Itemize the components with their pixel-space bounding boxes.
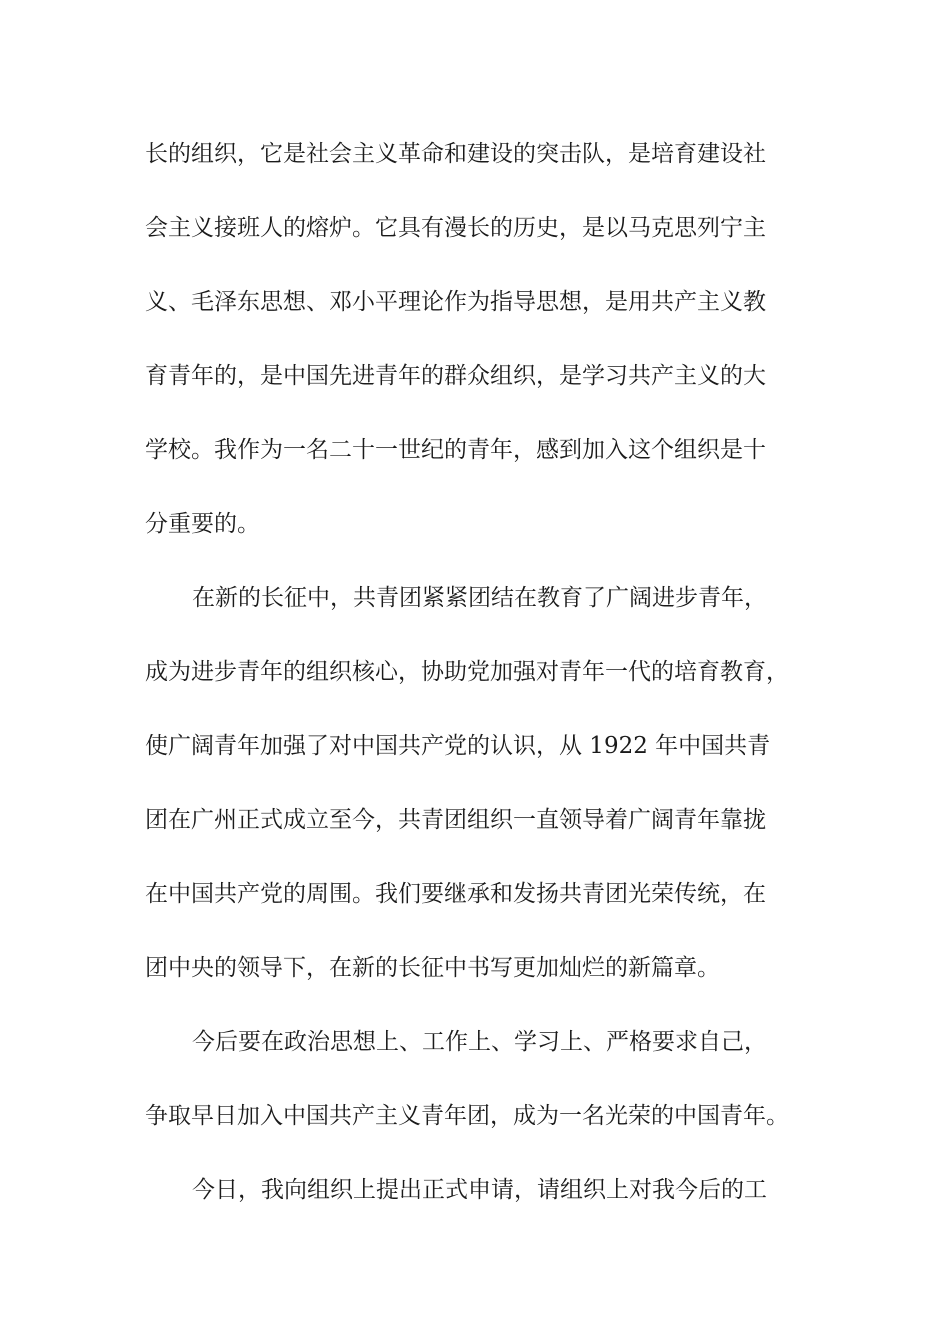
text-line: 成为进步青年的组织核心，协助党加强对青年一代的培育教育， [145, 659, 789, 685]
text-line: 使广阔青年加强了对中国共产党的认识，从 1922 年中国共青 [145, 733, 771, 759]
text-line: 在中国共产党的周围。我们要继承和发扬共青团光荣传统，在 [145, 881, 766, 907]
text-line: 团中央的领导下，在新的长征中书写更加灿烂的新篇章。 [145, 955, 720, 981]
paragraph-start-line: 今日，我向组织上提出正式申请，请组织上对我今后的工 [192, 1177, 767, 1203]
text-line: 争取早日加入中国共产主义青年团，成为一名光荣的中国青年。 [145, 1103, 789, 1129]
text-line: 分重要的。 [145, 511, 260, 537]
text-line: 团在广州正式成立至今，共青团组织一直领导着广阔青年靠拢 [145, 807, 766, 833]
text-line: 长的组织，它是社会主义革命和建设的突击队，是培育建设社 [145, 141, 766, 167]
text-line: 学校。我作为一名二十一世纪的青年，感到加入这个组织是十 [145, 437, 766, 463]
paragraph-start-line: 在新的长征中，共青团紧紧团结在教育了广阔进步青年， [192, 585, 767, 611]
text-line: 会主义接班人的熔炉。它具有漫长的历史，是以马克思列宁主 [145, 215, 766, 241]
paragraph-start-line: 今后要在政治思想上、工作上、学习上、严格要求自己， [192, 1029, 767, 1055]
text-line: 义、毛泽东思想、邓小平理论作为指导思想，是用共产主义教 [145, 289, 766, 315]
text-line: 育青年的，是中国先进青年的群众组织，是学习共产主义的大 [145, 363, 766, 389]
